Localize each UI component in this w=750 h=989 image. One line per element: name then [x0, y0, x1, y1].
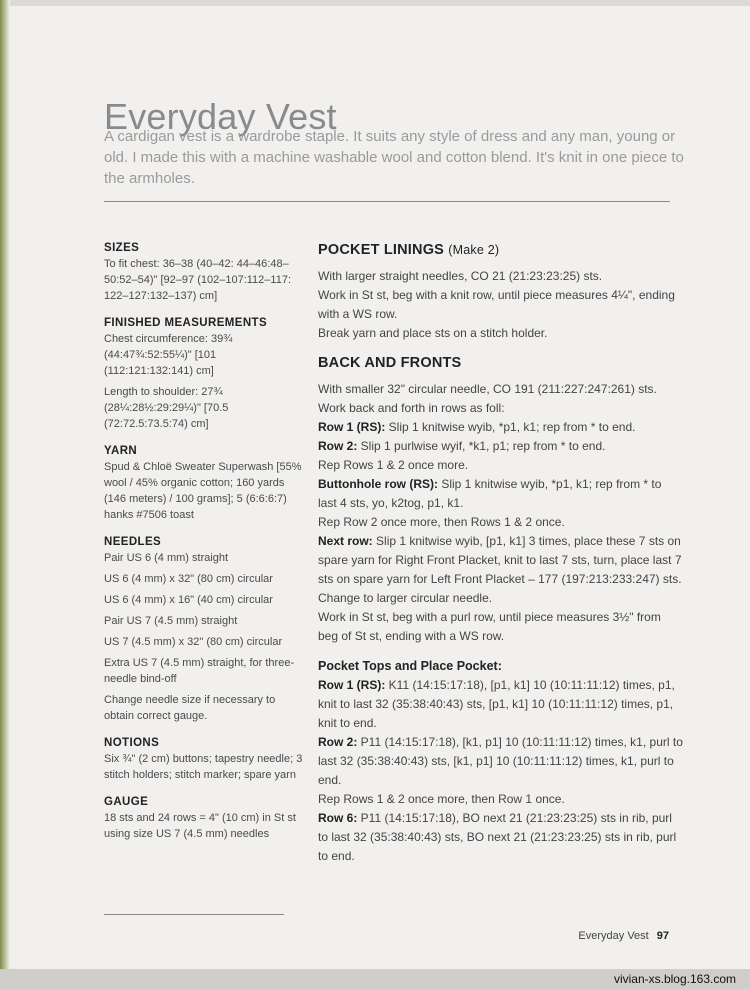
- row-text: Slip 1 knitwise wyib, *p1, k1; rep from * to last 4 sts, yo, k2tog, p1, k1.: [318, 477, 662, 510]
- sizes-heading: SIZES: [104, 242, 140, 254]
- needles-heading: NEEDLES: [104, 536, 162, 548]
- row-text: Slip 1 purlwise wyif, *k1, p1; rep from * to end.: [357, 439, 606, 453]
- row-2-instruction: [318, 437, 683, 456]
- row-text: K11 (14:15:17:18), [p1, k1] 10 (10:11:11:12) times, p1, knit to last 32 (35:38:40:43) sts, [p1, k1] 10 (10:11:11:12) times, p1, knit to end.: [318, 678, 675, 730]
- row-text: Slip 1 knitwise wyib, *p1, k1; rep from * to end.: [385, 420, 636, 434]
- needle-item: Change needle size if necessary to obtain correct gauge.: [104, 694, 276, 722]
- needle-item: US 7 (4.5 mm) x 32" (80 cm) circular: [104, 636, 283, 648]
- row-label: Row 1 (RS):: [318, 678, 386, 692]
- sidebar-divider: [104, 914, 284, 915]
- page-left-edge: [0, 0, 10, 989]
- page-number: 97: [656, 930, 669, 942]
- row-1-instruction: [318, 676, 683, 733]
- instruction-line: Work in St st, beg with a purl row, until piece measures 3½" from beg of St st, ending with a WS row.: [318, 610, 661, 643]
- pocket-linings-heading: [318, 241, 683, 260]
- finished-heading: FINISHED MEASUREMENTS: [104, 317, 268, 329]
- pocket-tops-heading: Pocket Tops and Place Pocket:: [318, 659, 502, 673]
- sizes-section: [104, 240, 304, 304]
- needle-item: US 6 (4 mm) x 32" (80 cm) circular: [104, 573, 273, 585]
- title-divider: [104, 201, 670, 202]
- yarn-heading: YARN: [104, 445, 138, 457]
- instruction-line: Rep Rows 1 & 2 once more, then Row 1 once.: [318, 792, 565, 806]
- next-row-instruction: [318, 532, 683, 589]
- chest-circumference: Chest circumference: 39¾ (44:47¾:52:55¼)" [101 (112:121:132:141) cm]: [104, 333, 233, 377]
- length-to-shoulder: Length to shoulder: 27¾ (28¼:28½:29:29¼)" [70.5 (72:72.5:73.5:74) cm]: [104, 386, 229, 430]
- page-top-edge: [0, 0, 750, 6]
- back-fronts-heading: BACK AND FRONTS: [318, 355, 462, 371]
- instruction-line: Change to larger circular needle.: [318, 591, 493, 605]
- row-6-instruction: [318, 809, 683, 866]
- intro-paragraph: A cardigan vest is a wardrobe staple. It suits any style of dress and any man, young or old. I made this with a machine washable wool and cotton blend. It's knit in one piece to the armholes.: [104, 128, 684, 187]
- instruction-line: Break yarn and place sts on a stitch holder.: [318, 326, 548, 340]
- pocket-linings-section: [318, 241, 683, 343]
- notions-text: Six ¾" (2 cm) buttons; tapestry needle; 3 stitch holders; stitch marker; spare yarn: [104, 753, 303, 781]
- needle-item: Pair US 7 (4.5 mm) straight: [104, 615, 238, 627]
- instruction-line: Work in St st, beg with a knit row, until piece measures 4¼", ending with a WS row.: [318, 288, 675, 321]
- row-text: Slip 1 knitwise wyib, [p1, k1] 3 times, place these 7 sts on spare yarn for Right Front Placket, knit to last 7 sts, turn, place last 7 sts on spare yarn for Left Front Placket – 177 (197:213:233:247) sts.: [318, 534, 682, 586]
- pocket-tops-section: [318, 657, 683, 866]
- row-label: Row 1 (RS):: [318, 420, 386, 434]
- row-2-instruction: [318, 733, 683, 790]
- page-title: Everyday Vest: [104, 96, 337, 138]
- notions-section: [104, 735, 304, 783]
- row-label: Next row:: [318, 534, 373, 548]
- pocket-linings-subtitle: (Make 2): [448, 243, 500, 257]
- gauge-section: [104, 794, 304, 842]
- yarn-text: Spud & Chloë Sweater Superwash [55% wool / 45% organic cotton; 160 yards (146 meters) / 100 grams]; 5 (6:6:6:7) hanks #7506 toast: [104, 461, 302, 521]
- buttonhole-row-instruction: [318, 475, 683, 513]
- instruction-line: Rep Row 2 once more, then Rows 1 & 2 once.: [318, 515, 565, 529]
- sidebar: [104, 240, 304, 853]
- row-label: Buttonhole row (RS):: [318, 477, 438, 491]
- needle-item: Extra US 7 (4.5 mm) straight, for three-needle bind-off: [104, 657, 295, 685]
- instructions-column: [318, 241, 683, 877]
- needles-section: [104, 534, 304, 724]
- instruction-line: Rep Rows 1 & 2 once more.: [318, 458, 469, 472]
- needle-item: Pair US 6 (4 mm) straight: [104, 552, 229, 564]
- pocket-linings-title: POCKET LININGS: [318, 242, 445, 258]
- back-fronts-section: [318, 354, 683, 646]
- row-label: Row 2:: [318, 735, 358, 749]
- watermark-text: vivian-xs.blog.163.com: [613, 972, 736, 986]
- needle-item: US 6 (4 mm) x 16" (40 cm) circular: [104, 594, 273, 606]
- notions-heading: NOTIONS: [104, 737, 160, 749]
- instruction-line: Work back and forth in rows as foll:: [318, 401, 505, 415]
- finished-measurements-section: [104, 315, 304, 432]
- gauge-heading: GAUGE: [104, 796, 149, 808]
- row-text: P11 (14:15:17:18), [k1, p1] 10 (10:11:11:12) times, k1, purl to last 32 (35:38:40:43) sts, [k1, p1] 10 (10:11:11:12) times, k1, purl to end.: [318, 735, 683, 787]
- instruction-line: With smaller 32" circular needle, CO 191 (211:227:247:261) sts.: [318, 382, 657, 396]
- sizes-text: To fit chest: 36–38 (40–42: 44–46:48–50:52–54)" [92–97 (102–107:112–117: 122–127:132–137) cm]: [104, 258, 291, 302]
- row-text: P11 (14:15:17:18), BO next 21 (21:23:23:25) sts in rib, purl to last 32 (35:38:40:43) sts, BO next 21 (21:23:23:25) sts in rib, purl to end.: [318, 811, 677, 863]
- yarn-section: [104, 443, 304, 523]
- gauge-text: 18 sts and 24 rows = 4" (10 cm) in St st using size US 7 (4.5 mm) needles: [104, 812, 296, 840]
- footer-title: Everyday Vest: [578, 930, 649, 942]
- instruction-line: With larger straight needles, CO 21 (21:23:23:25) sts.: [318, 269, 603, 283]
- page-footer: [578, 930, 669, 942]
- row-1-instruction: [318, 418, 683, 437]
- row-label: Row 2:: [318, 439, 358, 453]
- row-label: Row 6:: [318, 811, 358, 825]
